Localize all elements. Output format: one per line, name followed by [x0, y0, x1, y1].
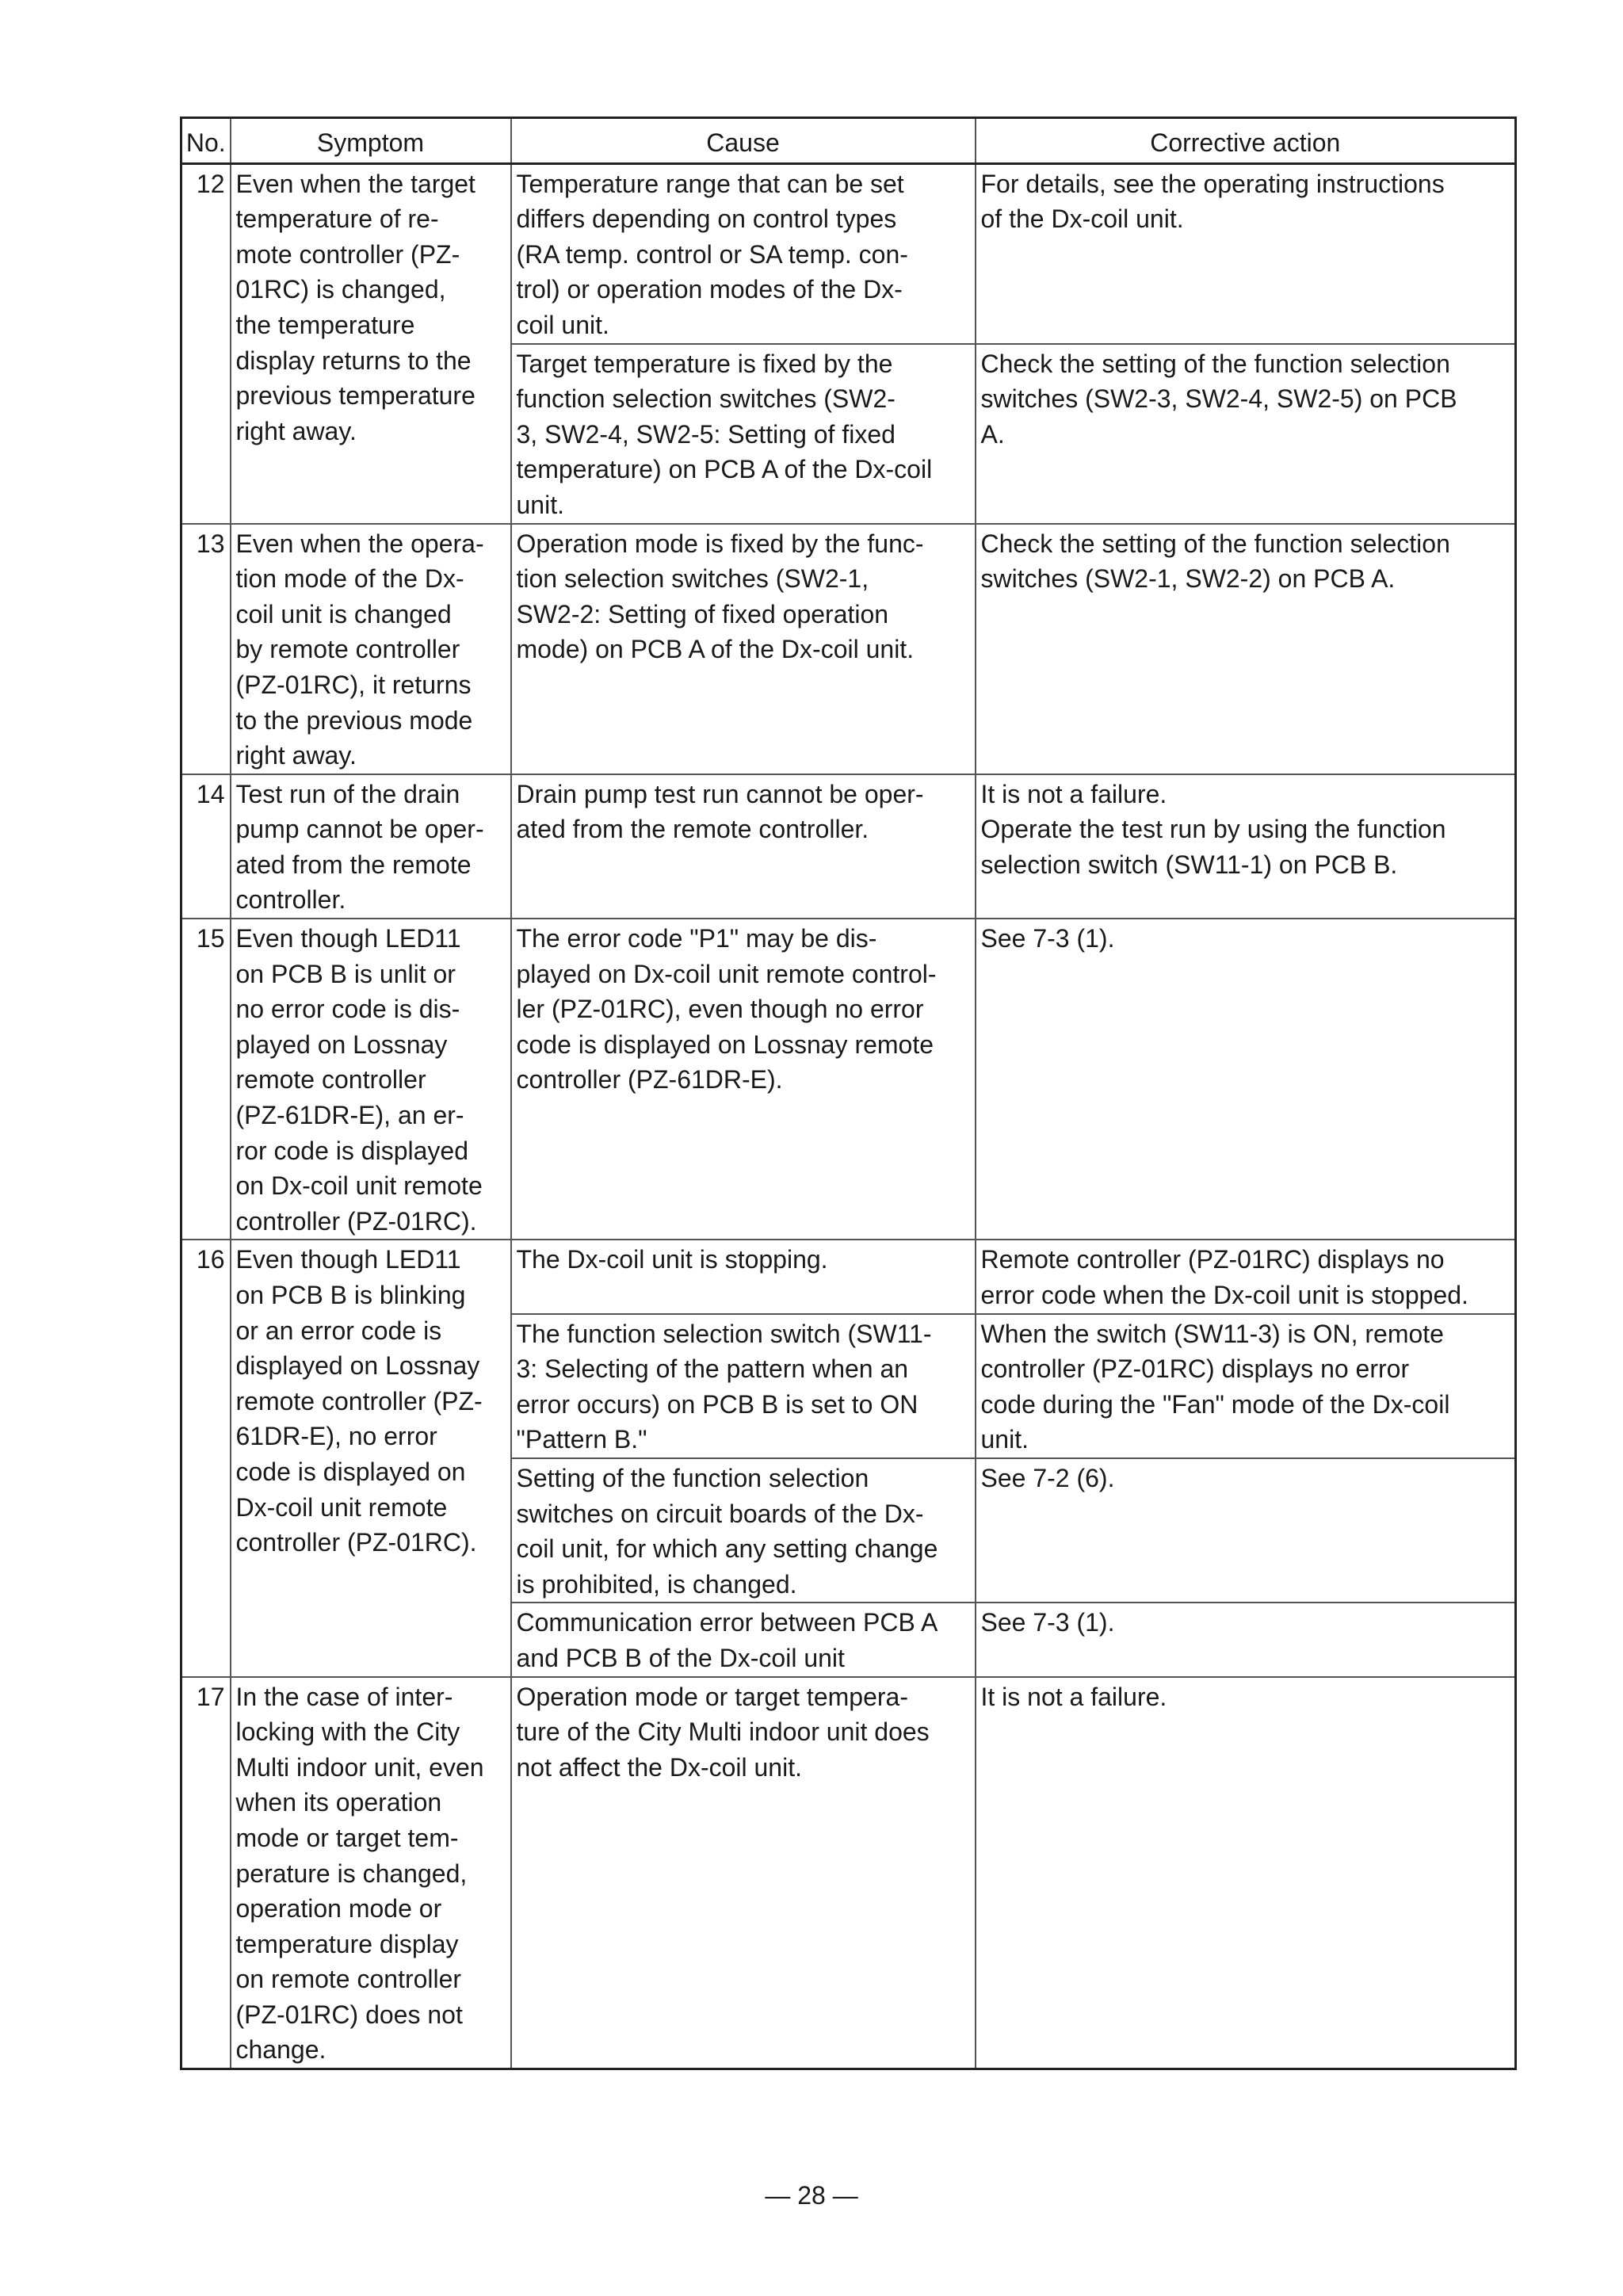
page-number: ― 28 ―	[765, 2181, 858, 2210]
action-cell: Check the setting of the function selection switches (SW2-3, SW2-4, SW2-5) on PCB A.	[976, 344, 1516, 524]
action-cell: It is not a failure. Operate the test run by using the function selection switch (SW11-1) on PCB B.	[976, 774, 1516, 919]
symptom-cell: Even when the opera- tion mode of the Dx- coil unit is changed by remote controller (PZ-01RC), it returns to the previous mode right away.	[231, 524, 511, 774]
row-number: 16	[181, 1240, 231, 1676]
action-cell: Remote controller (PZ-01RC) displays no error code when the Dx-coil unit is stopped.	[976, 1240, 1516, 1313]
row-number: 13	[181, 524, 231, 774]
table-row	[181, 1677, 1516, 2069]
row-number: 12	[181, 163, 231, 523]
action-cell: See 7-3 (1).	[976, 919, 1516, 1240]
table-row	[181, 524, 1516, 774]
table-header-row	[181, 118, 1516, 164]
symptom-cell: Even when the target temperature of re- mote controller (PZ- 01RC) is changed, the temperature display returns to the previous temperature right away.	[231, 163, 511, 523]
symptom-cell: Test run of the drain pump cannot be oper- ated from the remote controller.	[231, 774, 511, 919]
table-row	[181, 919, 1516, 1240]
cause-cell: Operation mode is fixed by the func- tion selection switches (SW2-1, SW2-2: Setting of fixed operation mode) on PCB A of the Dx-coil unit.	[511, 524, 976, 774]
cause-cell: Target temperature is fixed by the function selection switches (SW2- 3, SW2-4, SW2-5: Setting of fixed temperature) on PCB A of the Dx-coil unit.	[511, 344, 976, 524]
table-row	[181, 1240, 1516, 1313]
action-cell: When the switch (SW11-3) is ON, remote controller (PZ-01RC) displays no error code during the "Fan" mode of the Dx-coil unit.	[976, 1314, 1516, 1458]
row-number: 17	[181, 1677, 231, 2069]
cause-cell: The function selection switch (SW11- 3: Selecting of the pattern when an error occurs) on PCB B is set to ON "Pattern B."	[511, 1314, 976, 1458]
action-cell: See 7-3 (1).	[976, 1603, 1516, 1676]
symptom-cell: In the case of inter- locking with the City Multi indoor unit, even when its operation mode or target tem- perature is changed, operation mode or temperature display on remote controller (PZ-01RC) does not change.	[231, 1677, 511, 2069]
action-cell: See 7-2 (6).	[976, 1458, 1516, 1603]
row-number: 15	[181, 919, 231, 1240]
symptom-cell: Even though LED11 on PCB B is blinking or an error code is displayed on Lossnay remote controller (PZ- 61DR-E), no error code is displayed on Dx-coil unit remote controller (PZ-01RC).	[231, 1240, 511, 1676]
header-symptom: Symptom	[231, 118, 511, 164]
cause-cell: Setting of the function selection switches on circuit boards of the Dx- coil unit, for which any setting change is prohibited, is changed.	[511, 1458, 976, 1603]
cause-cell: Drain pump test run cannot be oper- ated from the remote controller.	[511, 774, 976, 919]
cause-cell: Communication error between PCB A and PCB B of the Dx-coil unit	[511, 1603, 976, 1676]
table-row	[181, 163, 1516, 343]
cause-cell: The error code "P1" may be dis- played on Dx-coil unit remote control- ler (PZ-01RC), even though no error code is displayed on Lossnay remote controller (PZ-61DR-E).	[511, 919, 976, 1240]
action-cell: For details, see the operating instructions of the Dx-coil unit.	[976, 163, 1516, 343]
cause-cell: Temperature range that can be set differs depending on control types (RA temp. control or SA temp. con- trol) or operation modes of the Dx- coil unit.	[511, 163, 976, 343]
action-cell: Check the setting of the function selection switches (SW2-1, SW2-2) on PCB A.	[976, 524, 1516, 774]
symptom-cell: Even though LED11 on PCB B is unlit or no error code is dis- played on Lossnay remote controller (PZ-61DR-E), an er- ror code is displayed on Dx-coil unit remote controller (PZ-01RC).	[231, 919, 511, 1240]
troubleshooting-table	[180, 117, 1517, 2070]
header-no: No.	[181, 118, 231, 164]
action-cell: It is not a failure.	[976, 1677, 1516, 2069]
header-corrective-action: Corrective action	[976, 118, 1516, 164]
cause-cell: Operation mode or target tempera- ture of the City Multi indoor unit does not affect the Dx-coil unit.	[511, 1677, 976, 2069]
row-number: 14	[181, 774, 231, 919]
table-row	[181, 774, 1516, 919]
cause-cell: The Dx-coil unit is stopping.	[511, 1240, 976, 1313]
header-cause: Cause	[511, 118, 976, 164]
